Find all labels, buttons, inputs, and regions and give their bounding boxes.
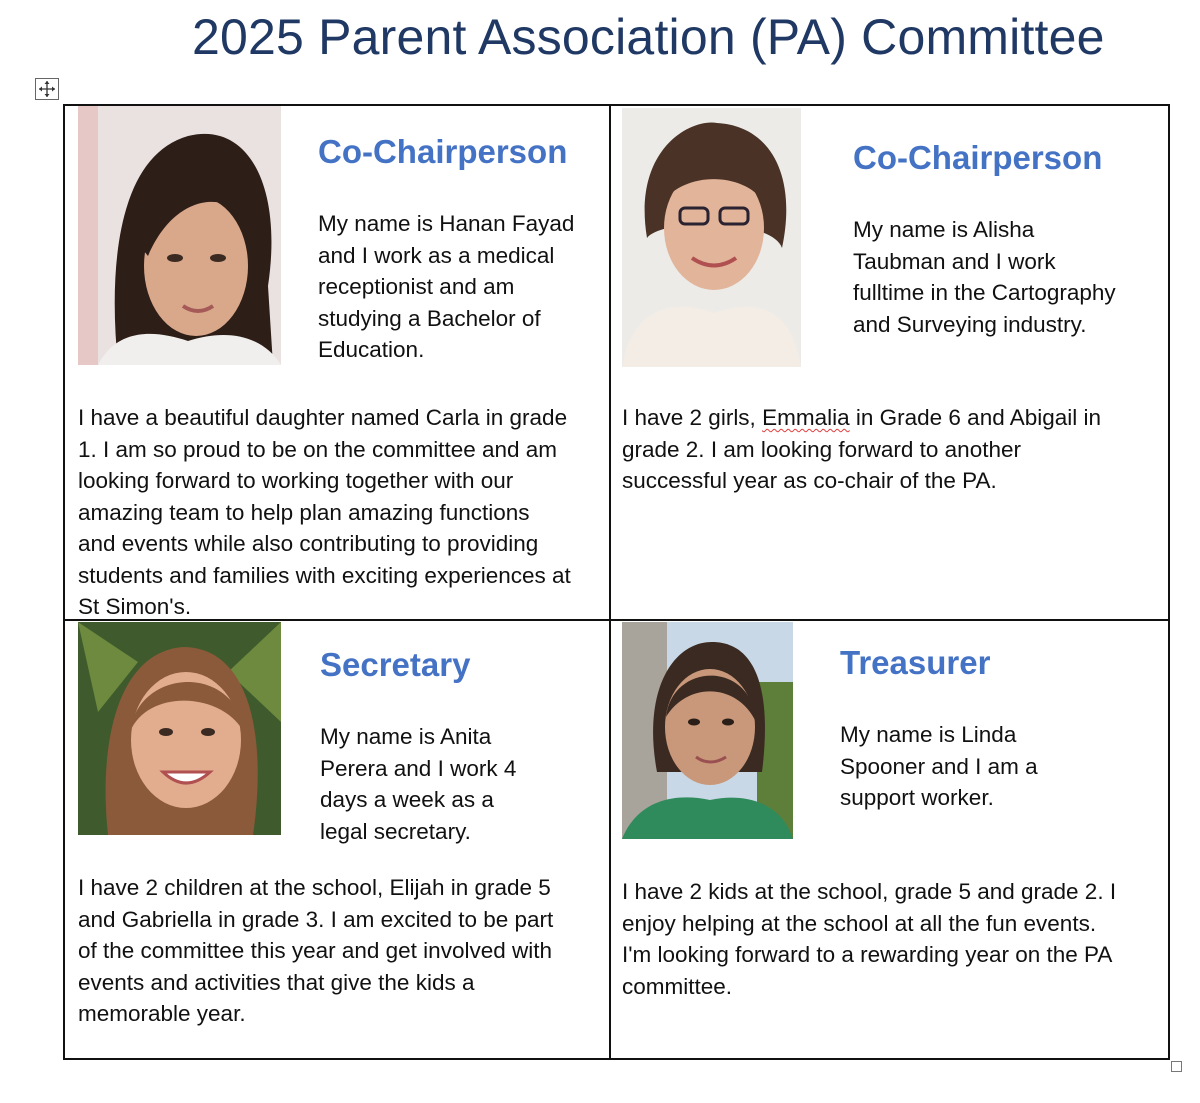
member-intro <box>318 208 574 366</box>
document-title: 2025 Parent Association (PA) Committee <box>192 9 1105 65</box>
bio-line: enjoy helping at the school at all the fun events. <box>622 910 1097 936</box>
member-bio <box>78 402 571 623</box>
bio-line: students and families with exciting experiences at <box>78 562 571 588</box>
intro-line: and Surveying industry. <box>853 311 1087 337</box>
bio-text: in Grade 6 and Abigail in <box>849 405 1102 430</box>
table-move-handle-icon[interactable] <box>35 78 59 100</box>
table-resize-handle-icon[interactable] <box>1171 1061 1182 1072</box>
member-bio <box>622 876 1116 1002</box>
intro-line: Spooner and I am a <box>840 753 1038 779</box>
intro-line: My name is Alisha <box>853 217 1035 242</box>
member-intro <box>840 719 1038 814</box>
bio-text: I have 2 girls, <box>622 405 763 430</box>
intro-line: Education. <box>318 337 425 362</box>
role-treasurer: Treasurer <box>840 644 991 681</box>
bio-line: I'm looking forward to a rewarding year on the PA <box>622 942 1113 967</box>
bio-line: successful year as co-chair of the PA. <box>622 468 997 493</box>
intro-line: Perera and I work 4 <box>320 755 517 781</box>
member-intro <box>320 721 516 847</box>
bio-line: amazing team to help plan amazing functions <box>78 499 530 525</box>
member-bio <box>78 872 553 1030</box>
bio-line: St Simon's. <box>78 594 192 619</box>
role-secretary: Secretary <box>320 646 471 683</box>
intro-line: receptionist and am <box>318 274 515 299</box>
bio-line: committee. <box>622 973 733 999</box>
member-bio <box>622 402 1101 497</box>
bio-line: grade 2. I am looking forward to another <box>622 436 1021 462</box>
bio-line: and events while also contributing to providing <box>78 531 539 556</box>
member-intro <box>853 214 1116 340</box>
intro-line: studying a Bachelor of <box>318 305 541 331</box>
spellcheck-flagged-word[interactable]: Emmalia <box>762 405 850 430</box>
intro-line: Taubman and I work <box>853 248 1056 274</box>
member-photo-hanan <box>78 106 281 365</box>
bio-line <box>622 402 1101 434</box>
role-co-chairperson: Co-Chairperson <box>853 139 1103 176</box>
member-photo-alisha <box>622 108 801 367</box>
bio-line: of the committee this year and get involved with <box>78 938 552 963</box>
bio-line: events and activities that give the kids a <box>78 969 475 995</box>
member-photo-linda <box>622 622 793 839</box>
bio-line: I have 2 children at the school, Elijah in grade 5 <box>78 875 551 900</box>
intro-line: My name is Anita <box>320 724 492 749</box>
intro-line: My name is Hanan Fayad <box>318 211 575 236</box>
bio-line: memorable year. <box>78 1001 246 1026</box>
bio-line: I have a beautiful daughter named Carla in grade <box>78 405 568 430</box>
intro-line: support worker. <box>840 785 994 810</box>
table-column-divider <box>609 104 611 1060</box>
bio-line: I have 2 kids at the school, grade 5 and grade 2. I <box>622 879 1117 904</box>
bio-line: 1. I am so proud to be on the committee and am <box>78 436 558 462</box>
intro-line: legal secretary. <box>320 818 471 844</box>
intro-line: and I work as a medical <box>318 242 555 268</box>
member-photo-anita <box>78 622 281 835</box>
bio-line: looking forward to working together with our <box>78 468 514 493</box>
intro-line: fulltime in the Cartography <box>853 280 1116 305</box>
intro-line: My name is Linda <box>840 722 1017 747</box>
intro-line: days a week as a <box>320 787 494 812</box>
role-co-chairperson: Co-Chairperson <box>318 133 568 170</box>
bio-line: and Gabriella in grade 3. I am excited to be part <box>78 906 554 932</box>
